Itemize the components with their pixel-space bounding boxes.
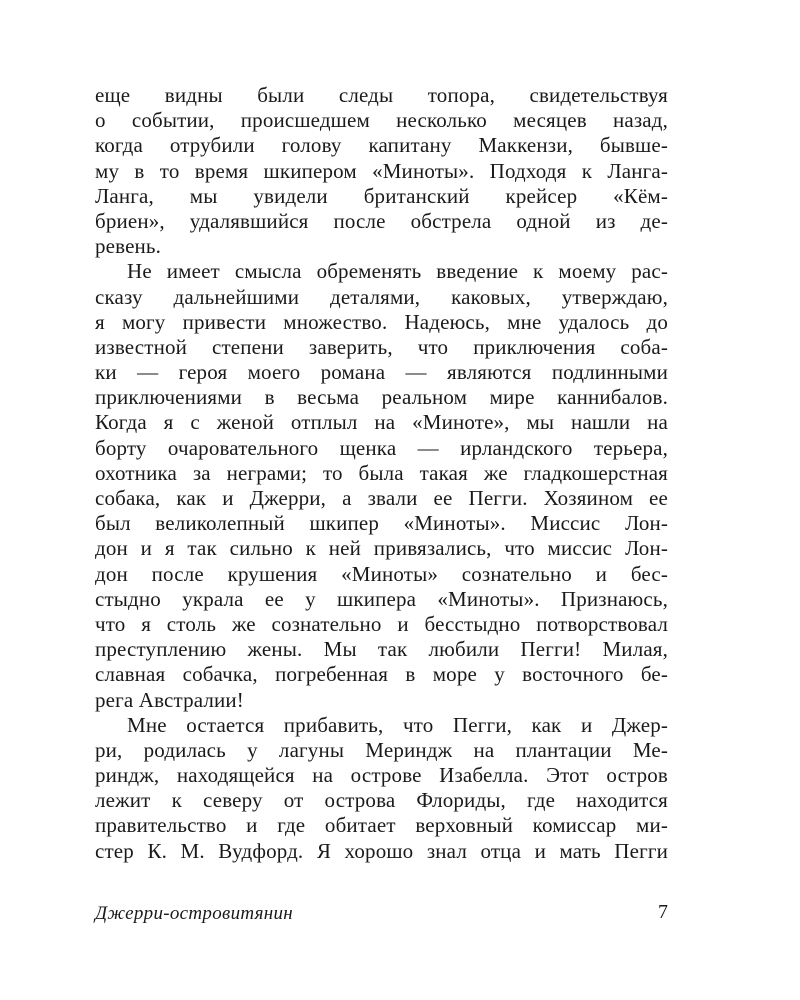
text-line: борту очаровательного щенка — ирландского терьера, bbox=[95, 435, 668, 460]
text-line: когда отрубили голову капитану Маккензи, бывше- bbox=[95, 133, 668, 158]
text-line: стер К. М. Вудфорд. Я хорошо знал отца и мать Пегги bbox=[95, 838, 668, 863]
text-line: Не имеет смысла обременять введение к моему рас- bbox=[127, 259, 668, 284]
text-line: му в то время шкипером «Миноты». Подходя к Ланга- bbox=[95, 158, 668, 183]
text-line: что я столь же сознательно и бесстыдно потворствовал bbox=[95, 611, 668, 636]
text-line: был великолепный шкипер «Миноты». Миссис Лон- bbox=[95, 511, 668, 536]
text-line: бриен», удалявшийся после обстрела одной из де- bbox=[95, 208, 668, 233]
text-line: ки — героя моего романа — являются подлинными bbox=[95, 360, 668, 385]
text-line: собака, как и Джерри, а звали ее Пегги. Хозяином ее bbox=[95, 486, 668, 510]
running-footer-title: Джерри-островитянин bbox=[95, 903, 294, 924]
text-line: стыдно украла ее у шкипера «Миноты». Признаюсь, bbox=[95, 586, 668, 611]
text-line: Когда я с женой отплыл на «Миноте», мы нашли на bbox=[95, 410, 668, 435]
text-line: правительство и где обитает верховный комиссар ми- bbox=[95, 813, 668, 838]
text-line: рега Австралии! bbox=[95, 687, 244, 712]
text-line: я могу привести множество. Надеюсь, мне удалось до bbox=[95, 309, 668, 334]
text-line: о событии, происшедшем несколько месяцев назад, bbox=[95, 108, 668, 133]
text-line: риндж, находящейся на острове Изабелла. Этот остров bbox=[95, 763, 668, 788]
text-line: охотника за неграми; то была такая же гладкошерстная bbox=[95, 460, 668, 485]
page-number: 7 bbox=[658, 901, 668, 923]
text-line: приключениями в весьма реальном мире каннибалов. bbox=[95, 385, 668, 410]
text-line: славная собачка, погребенная в море у восточного бе- bbox=[95, 662, 668, 687]
text-line: сказу дальнейшими деталями, каковых, утверждаю, bbox=[95, 284, 668, 309]
body-text bbox=[95, 83, 668, 864]
text-line: известной степени заверить, что приключения соба- bbox=[95, 334, 668, 359]
text-line: еще видны были следы топора, свидетельствуя bbox=[95, 83, 668, 107]
text-line: ревень. bbox=[95, 234, 162, 259]
text-line: дон после крушения «Миноты» сознательно и бес- bbox=[95, 561, 668, 586]
text-line: преступлению жены. Мы так любили Пегги! Милая, bbox=[95, 637, 668, 662]
text-line: дон и я так сильно к ней привязались, что миссис Лон- bbox=[95, 536, 668, 561]
text-line: ри, родилась у лагуны Мериндж на плантации Ме- bbox=[95, 737, 668, 762]
text-line: Мне остается прибавить, что Пегги, как и Джер- bbox=[127, 712, 668, 737]
text-line: Ланга, мы увидели британский крейсер «Кём- bbox=[95, 183, 668, 208]
text-line: лежит к северу от острова Флориды, где находится bbox=[95, 788, 668, 813]
